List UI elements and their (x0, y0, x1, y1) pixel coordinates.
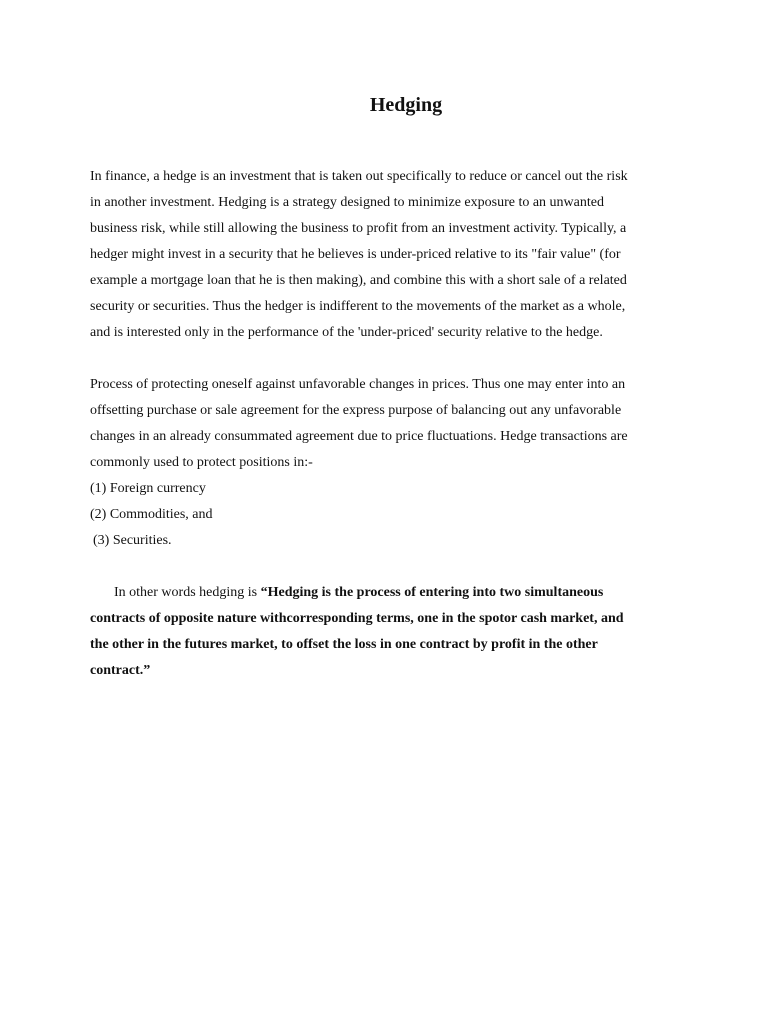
paragraph-line: hedger might invest in a security that he believes is under-priced relative to its "fair value" (for (90, 247, 621, 262)
paragraph-line: example a mortgage loan that he is then making), and combine this with a short sale of a related (90, 273, 627, 288)
quote-line: contract.” (90, 663, 151, 678)
paragraph-line: In finance, a hedge is an investment that is taken out specifically to reduce or cancel out the risk (90, 169, 628, 184)
paragraph-line: changes in an already consummated agreement due to price fluctuations. Hedge transactions are (90, 429, 628, 444)
paragraph-line: Process of protecting oneself against unfavorable changes in prices. Thus one may enter into an (90, 377, 626, 392)
paragraph-line: business risk, while still allowing the business to profit from an investment activity. Typically, a (90, 221, 627, 236)
quote-intro: In other words hedging is (114, 585, 261, 600)
quote-line: contracts of opposite nature withcorresponding terms, one in the spotor cash market, and (90, 611, 624, 626)
quote-line: the other in the futures market, to offset the loss in one contract by profit in the other (90, 637, 598, 652)
quote-text-start: “Hedging is the process of entering into two simultaneous (260, 585, 604, 600)
paragraph-line: offsetting purchase or sale agreement for the express purpose of balancing out any unfavorable (90, 403, 622, 418)
document-title: Hedging (369, 94, 443, 116)
paragraph-line: in another investment. Hedging is a strategy designed to minimize exposure to an unwanted (90, 195, 604, 210)
list-item-commodities: (2) Commodities, and (90, 507, 213, 522)
paragraph-hedging-quote (90, 580, 690, 684)
paragraph-line: and is interested only in the performance of the 'under-priced' security relative to the hedge. (90, 325, 603, 340)
paragraph-hedge-definition (90, 164, 690, 346)
paragraph-line: commonly used to protect positions in:- (90, 455, 313, 470)
paragraph-hedging-process (90, 372, 690, 554)
list-item-securities: (3) Securities. (93, 533, 172, 548)
quote-first-line (90, 580, 690, 606)
paragraph-line: security or securities. Thus the hedger is indifferent to the movements of the market as a whole, (90, 299, 626, 314)
list-item-foreign-currency: (1) Foreign currency (90, 481, 206, 496)
